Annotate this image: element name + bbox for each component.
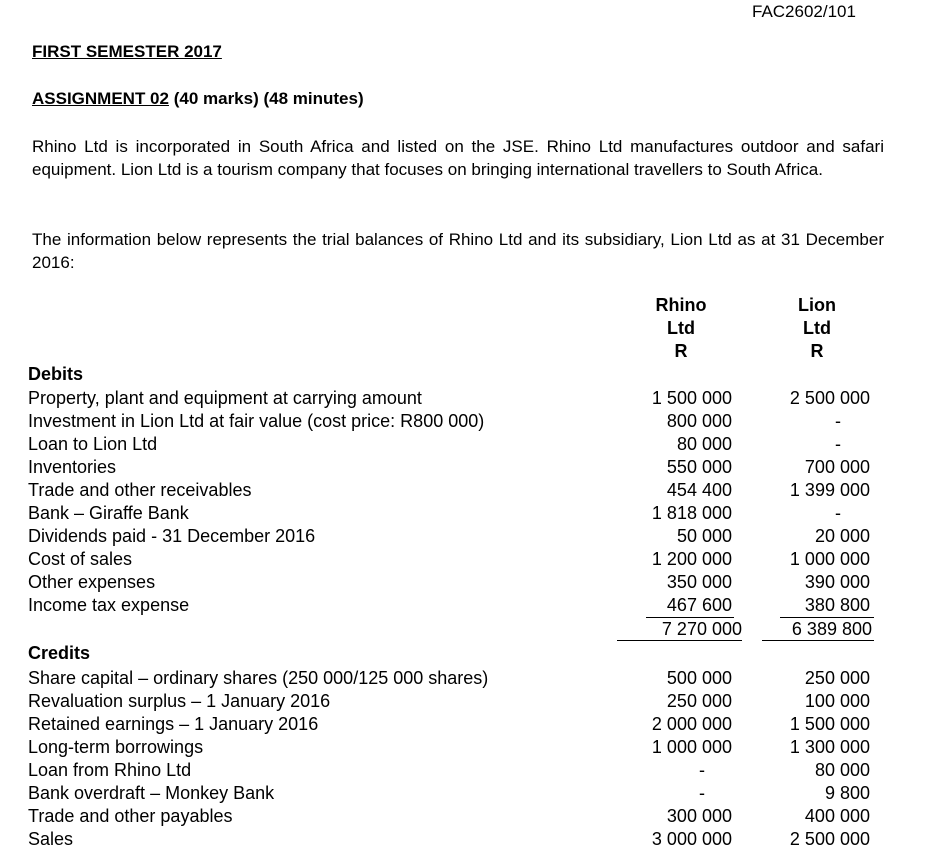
- debits-row-lion-value: -: [835, 503, 841, 523]
- debits-row-rhino-value: 550 000: [666, 457, 732, 477]
- debits-row-lion-value: 1 000 000: [789, 549, 870, 569]
- credits-row-label: Share capital – ordinary shares (250 000/125 000 shares): [28, 668, 489, 688]
- credits-row-lion-value: 250 000: [804, 668, 870, 688]
- credits-row-lion-value: 1 500 000: [789, 714, 870, 734]
- debits-row-label: Trade and other receivables: [28, 480, 252, 500]
- debits-row-lion-value: -: [835, 411, 841, 431]
- credits-row: [28, 759, 908, 782]
- credits-row-label: Bank overdraft – Monkey Bank: [28, 783, 275, 803]
- lion-column-header: [772, 294, 862, 363]
- debits-row-rhino-value: 50 000: [676, 526, 732, 546]
- credits-table: [28, 667, 908, 851]
- debits-row-label: Other expenses: [28, 572, 156, 592]
- debits-row: [28, 479, 908, 502]
- debits-row-rhino-value: 454 400: [666, 480, 732, 500]
- debits-row-label: Income tax expense: [28, 595, 190, 615]
- lion-total-underline: [762, 640, 874, 641]
- credits-row: [28, 690, 908, 713]
- rhino-column-header: [636, 294, 726, 363]
- credits-row-label: Sales: [28, 829, 74, 849]
- debits-row: [28, 456, 908, 479]
- credits-row-rhino-value: 1 000 000: [651, 737, 732, 757]
- credits-row-rhino-value: 2 000 000: [651, 714, 732, 734]
- debits-row: [28, 525, 908, 548]
- lion-debits-total: 6 389 800: [791, 619, 872, 639]
- credits-row-rhino-value: -: [699, 783, 705, 803]
- rhino-column-line: R: [674, 341, 688, 361]
- credits-row-label: Revaluation surplus – 1 January 2016: [28, 691, 331, 711]
- debits-heading: Debits: [28, 364, 84, 384]
- debits-table: [28, 387, 908, 617]
- debits-row-label: Inventories: [28, 457, 117, 477]
- debits-row-lion-value: 700 000: [804, 457, 870, 477]
- credits-row: [28, 736, 908, 759]
- debits-row: [28, 410, 908, 433]
- debits-row-rhino-value: 1 818 000: [651, 503, 732, 523]
- credits-row-label: Retained earnings – 1 January 2016: [28, 714, 319, 734]
- info-paragraph: The information below represents the trial balances of Rhino Ltd and its subsidiary, Lion Ltd as at 31 December 2016:: [32, 230, 884, 272]
- credits-row-label: Trade and other payables: [28, 806, 233, 826]
- debits-row-label: Property, plant and equipment at carrying amount: [28, 388, 422, 408]
- debits-row-rhino-value: 800 000: [666, 411, 732, 431]
- credits-row-rhino-value: 3 000 000: [651, 829, 732, 849]
- debits-row: [28, 571, 908, 594]
- document-code: FAC2602/101: [752, 2, 856, 21]
- semester-heading: FIRST SEMESTER 2017: [32, 42, 222, 61]
- credits-row-lion-value: 1 300 000: [789, 737, 870, 757]
- debits-row-label: Cost of sales: [28, 549, 133, 569]
- debits-row: [28, 387, 908, 410]
- assignment-heading: [32, 89, 364, 109]
- credits-row: [28, 782, 908, 805]
- credits-row-lion-value: 2 500 000: [789, 829, 870, 849]
- rhino-debits-total: 7 270 000: [661, 619, 742, 639]
- credits-row-rhino-value: 500 000: [666, 668, 732, 688]
- assignment-title: ASSIGNMENT 02: [32, 89, 169, 108]
- credits-heading: Credits: [28, 643, 91, 663]
- debits-row-rhino-value: 1 500 000: [651, 388, 732, 408]
- debits-row-lion-value: 2 500 000: [789, 388, 870, 408]
- credits-row-lion-value: 400 000: [804, 806, 870, 826]
- debits-row: [28, 548, 908, 571]
- credits-row-lion-value: 100 000: [804, 691, 870, 711]
- credits-row-rhino-value: 300 000: [666, 806, 732, 826]
- debits-row-label: Loan to Lion Ltd: [28, 434, 158, 454]
- debits-row-label: Dividends paid - 31 December 2016: [28, 526, 316, 546]
- rhino-column-line: Ltd: [667, 318, 695, 338]
- credits-row-rhino-value: 250 000: [666, 691, 732, 711]
- debits-row-rhino-value: 350 000: [666, 572, 732, 592]
- credits-row: [28, 667, 908, 690]
- debits-row-label: Investment in Lion Ltd at fair value (cost price: R800 000): [28, 411, 485, 431]
- debits-row-lion-value: 380 800: [804, 595, 870, 615]
- rhino-total-underline: [617, 640, 742, 641]
- debits-row: [28, 502, 908, 525]
- credits-row: [28, 713, 908, 736]
- debits-row-lion-value: 1 399 000: [789, 480, 870, 500]
- lion-column-line: Ltd: [803, 318, 831, 338]
- credits-row: [28, 805, 908, 828]
- credits-row: [28, 828, 908, 851]
- debits-row-lion-value: 390 000: [804, 572, 870, 592]
- debits-row-label: Bank – Giraffe Bank: [28, 503, 189, 523]
- debits-row-rhino-value: 467 600: [666, 595, 732, 615]
- debits-row: [28, 594, 908, 617]
- assignment-detail: (40 marks) (48 minutes): [168, 89, 364, 108]
- debits-row-rhino-value: 80 000: [676, 434, 732, 454]
- intro-paragraph: Rhino Ltd is incorporated in South Africa and listed on the JSE. Rhino Ltd manufactures outdoor and safari equipment. Lion Ltd is a tourism company that focuses on bringing international travellers to South Africa.: [32, 137, 884, 179]
- rhino-column-line: Rhino: [655, 295, 707, 315]
- credits-row-lion-value: 9 800: [824, 783, 870, 803]
- credits-row-lion-value: 80 000: [814, 760, 870, 780]
- debits-row-rhino-value: 1 200 000: [651, 549, 732, 569]
- debits-row-lion-value: -: [835, 434, 841, 454]
- lion-column-line: Lion: [798, 295, 836, 315]
- debits-row: [28, 433, 908, 456]
- debits-row-lion-value: 20 000: [814, 526, 870, 546]
- credits-row-label: Long-term borrowings: [28, 737, 204, 757]
- credits-row-label: Loan from Rhino Ltd: [28, 760, 192, 780]
- lion-column-line: R: [810, 341, 824, 361]
- credits-row-rhino-value: -: [699, 760, 705, 780]
